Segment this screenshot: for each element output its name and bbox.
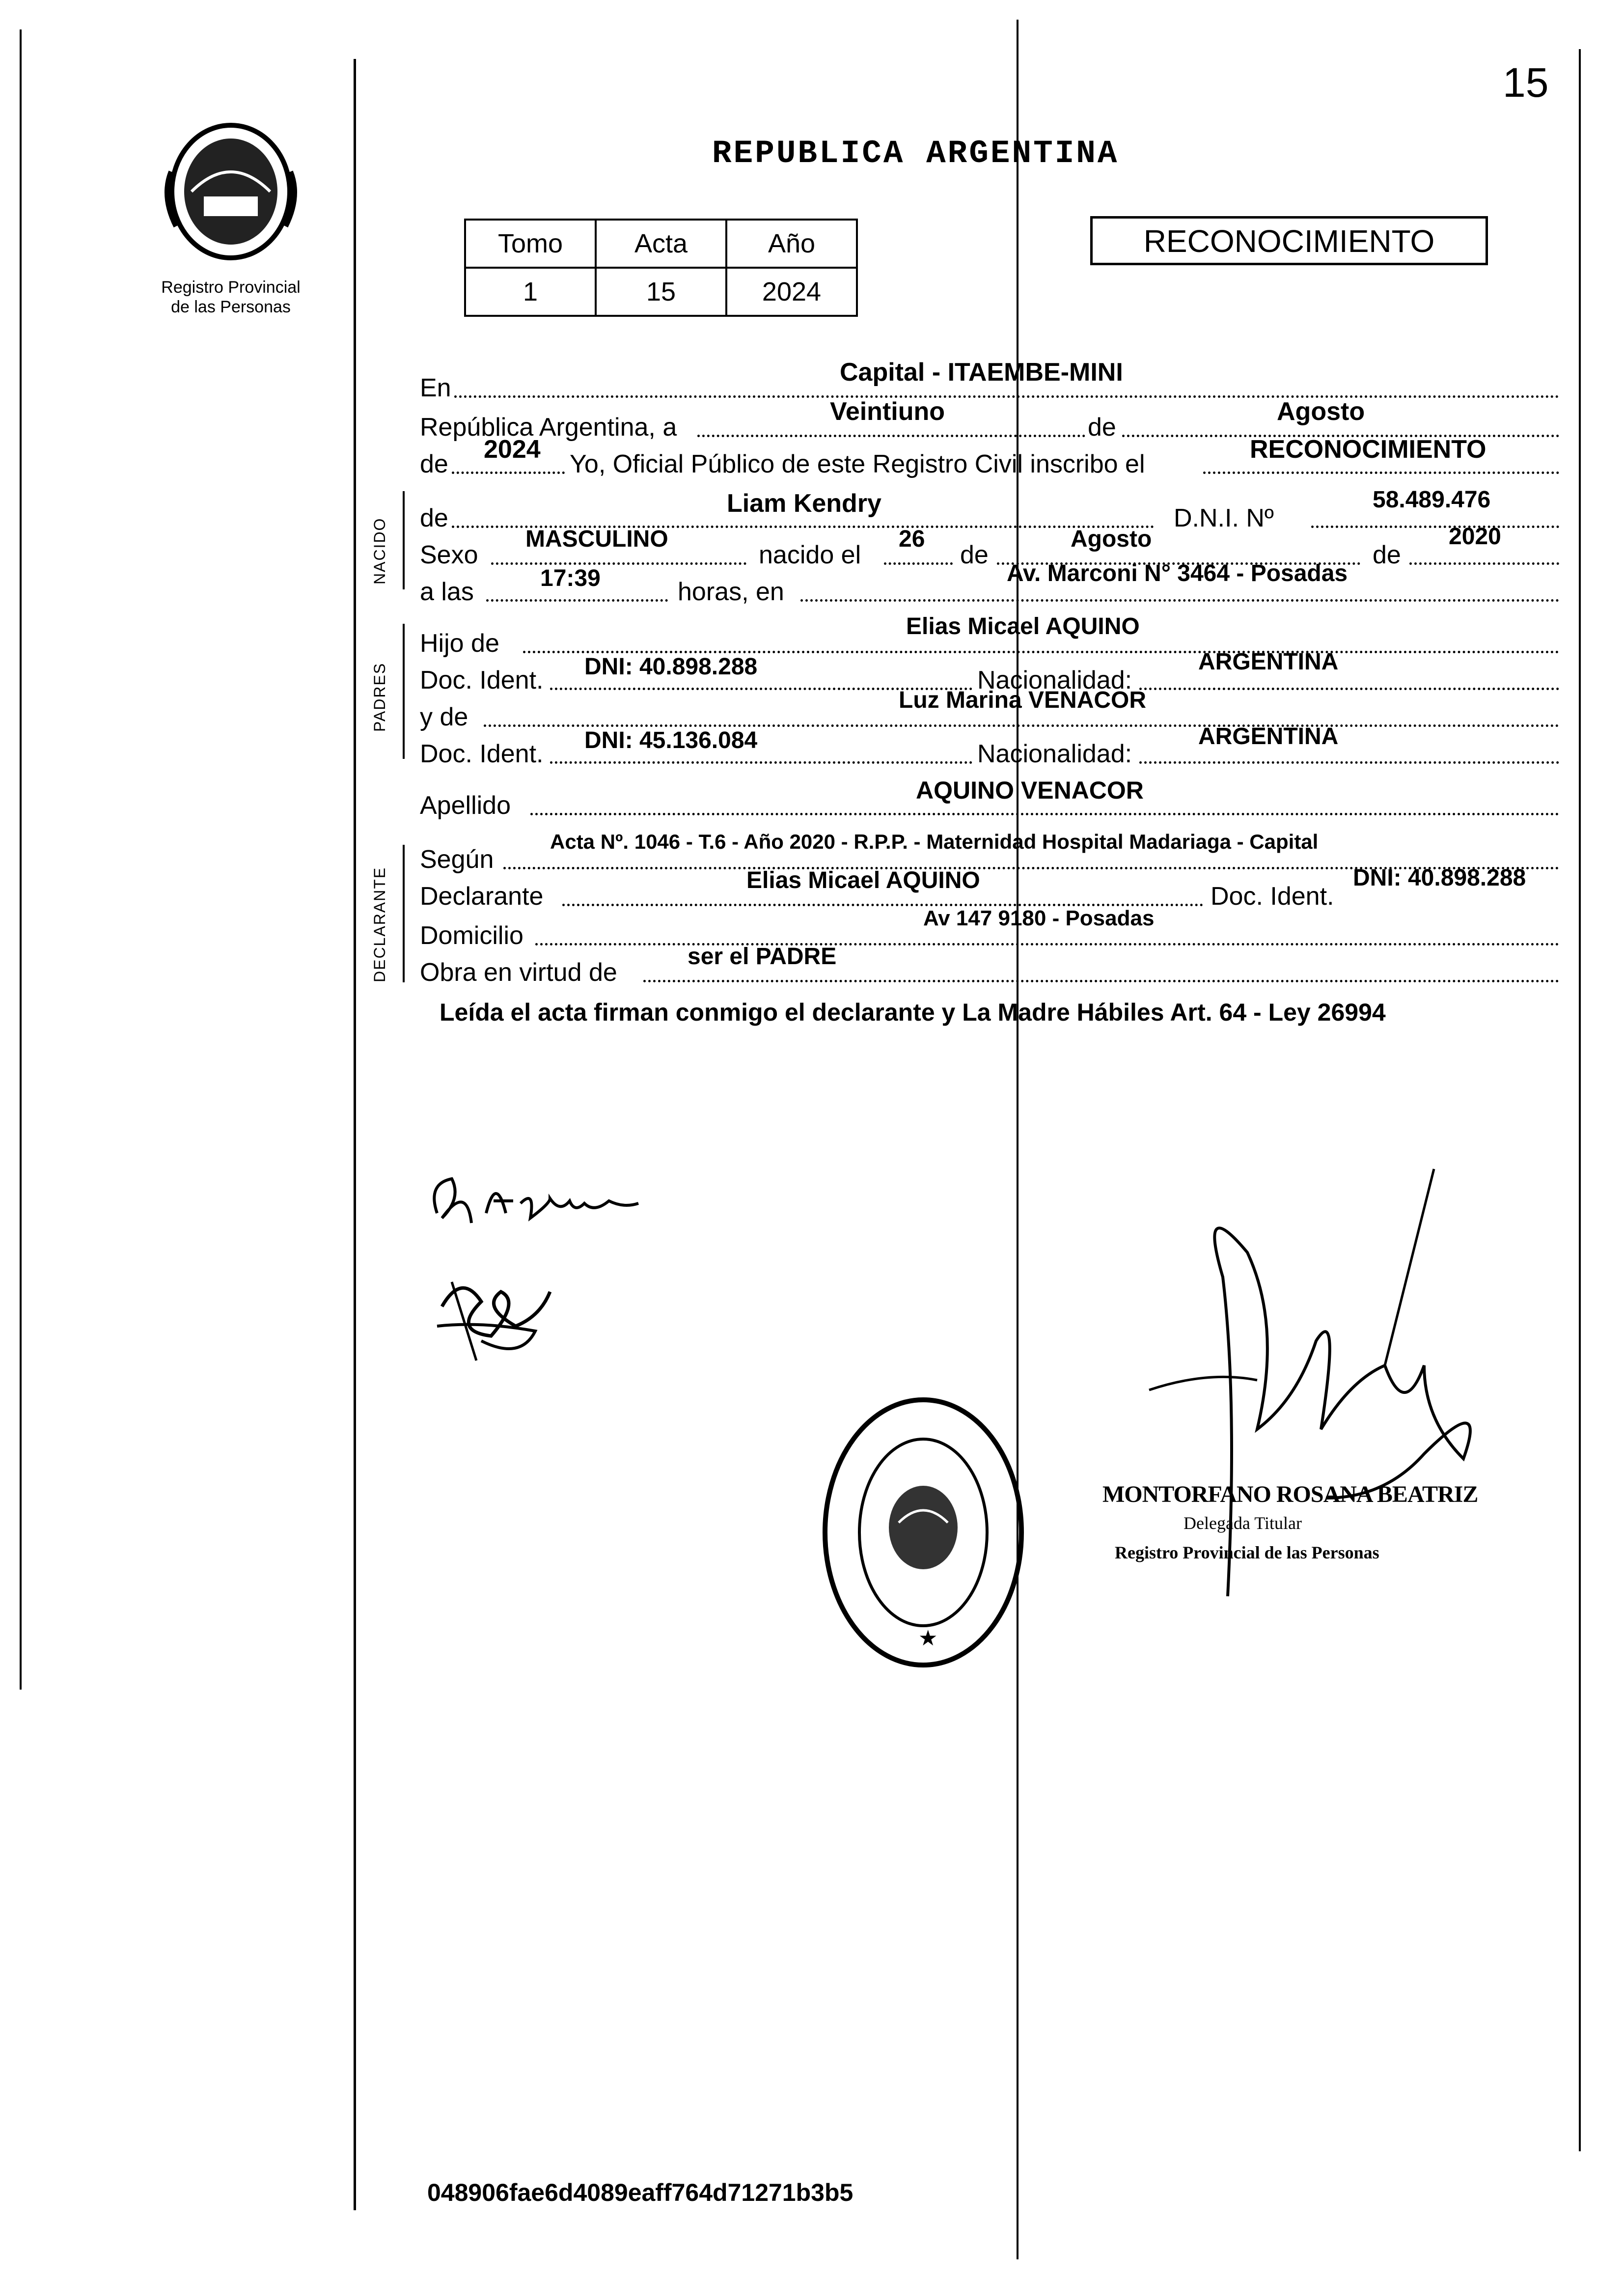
label-doc-declarante: Doc. Ident. bbox=[1211, 882, 1334, 911]
value-declarante-doc: DNI: 40.898.288 bbox=[1353, 865, 1526, 891]
value-mes: Agosto bbox=[1277, 397, 1365, 426]
page-number: 15 bbox=[1503, 59, 1549, 106]
value-nombre: Liam Kendry bbox=[727, 489, 881, 518]
official-name: MONTORFANO ROSANA BEATRIZ bbox=[1102, 1481, 1478, 1507]
label-en: En bbox=[420, 374, 451, 402]
label-nac-padre: Nacionalidad: bbox=[977, 666, 1132, 695]
fold-line bbox=[1017, 20, 1018, 2259]
value-lugar: Capital - ITAEMBE-MINI bbox=[840, 358, 1123, 387]
label-doc-madre: Doc. Ident. bbox=[420, 740, 544, 768]
document-hash: 048906fae6d4089eaff764d71271b3b5 bbox=[427, 2179, 853, 2206]
label-horas-en: horas, en bbox=[678, 578, 784, 606]
record-type-box: RECONOCIMIENTO bbox=[1090, 216, 1488, 265]
value-lugar-nac: Av. Marconi N° 3464 - Posadas bbox=[1007, 560, 1348, 586]
document-title: REPUBLICA ARGENTINA bbox=[712, 135, 1119, 172]
value-padre-nac: ARGENTINA bbox=[1198, 649, 1339, 675]
issuer-name: Registro Provincial de las Personas bbox=[161, 278, 301, 316]
value-padre-doc: DNI: 40.898.288 bbox=[584, 654, 758, 680]
official-title: Delegada Titular bbox=[1184, 1513, 1302, 1533]
label-doc-padre: Doc. Ident. bbox=[420, 666, 544, 695]
section-nacido: NACIDO bbox=[371, 517, 388, 584]
label-nacido-de: de bbox=[420, 504, 448, 532]
value-nac-mes: Agosto bbox=[1071, 526, 1152, 552]
provincial-seal bbox=[157, 118, 304, 265]
value-declarante: Elias Micael AQUINO bbox=[746, 867, 980, 893]
value-domicilio: Av 147 9180 - Posadas bbox=[923, 906, 1155, 930]
value-anio: 2024 bbox=[726, 268, 857, 316]
label-segun: Según bbox=[420, 845, 494, 874]
value-padre: Elias Micael AQUINO bbox=[906, 613, 1140, 639]
value-tomo: 1 bbox=[465, 268, 596, 316]
value-apellido: AQUINO VENACOR bbox=[916, 777, 1144, 804]
official-office: Registro Provincial de las Personas bbox=[1115, 1543, 1379, 1562]
right-margin-line bbox=[1579, 49, 1581, 2151]
section-padres: PADRES bbox=[371, 662, 388, 732]
label-de-nac-anio: de bbox=[1373, 541, 1401, 569]
label-yo: Yo, Oficial Público de este Registro Civil inscribo el bbox=[570, 450, 1145, 478]
left-margin-line bbox=[354, 59, 356, 2210]
value-obra: ser el PADRE bbox=[688, 944, 837, 970]
value-acta: 15 bbox=[596, 268, 726, 316]
value-acto: RECONOCIMIENTO bbox=[1250, 435, 1486, 464]
label-y-de: y de bbox=[420, 703, 468, 731]
value-madre-nac: ARGENTINA bbox=[1198, 723, 1339, 750]
label-de-nac: de bbox=[960, 541, 989, 569]
value-madre-doc: DNI: 45.136.084 bbox=[584, 727, 758, 753]
official-stamp bbox=[815, 1390, 1031, 1675]
label-a-las: a las bbox=[420, 578, 474, 606]
mother-signature bbox=[422, 1262, 570, 1370]
label-sexo: Sexo bbox=[420, 541, 478, 569]
value-dni: 58.489.476 bbox=[1373, 487, 1491, 513]
label-nacido-el: nacido el bbox=[759, 541, 861, 569]
value-segun: Acta Nº. 1046 - T.6 - Año 2020 - R.P.P. - Maternidad Hospital Madariaga - Capital bbox=[550, 830, 1319, 853]
label-de-anio: de bbox=[420, 450, 448, 478]
value-nac-anio: 2020 bbox=[1449, 524, 1501, 550]
declarant-signature bbox=[422, 1154, 668, 1243]
value-hora: 17:39 bbox=[540, 565, 601, 591]
official-signature bbox=[1110, 1154, 1503, 1645]
label-republica: República Argentina, a bbox=[420, 413, 677, 442]
header-acta: Acta bbox=[596, 220, 726, 268]
value-sexo: MASCULINO bbox=[525, 526, 668, 552]
section-declarante: DECLARANTE bbox=[371, 866, 388, 982]
label-hijo-de: Hijo de bbox=[420, 629, 499, 658]
label-obra: Obra en virtud de bbox=[420, 958, 617, 987]
svg-text:★: ★ bbox=[918, 1626, 938, 1651]
label-domicilio: Domicilio bbox=[420, 921, 523, 950]
left-edge-line bbox=[20, 29, 22, 1690]
closing-text: Leída el acta firman conmigo el declarante y La Madre Hábiles Art. 64 - Ley 26994 bbox=[440, 999, 1386, 1026]
label-apellido: Apellido bbox=[420, 791, 511, 820]
value-madre: Luz Marina VENACOR bbox=[899, 687, 1147, 713]
header-anio: Año bbox=[726, 220, 857, 268]
label-nac-madre: Nacionalidad: bbox=[977, 740, 1132, 768]
label-declarante: Declarante bbox=[420, 882, 544, 911]
label-de: de bbox=[1088, 413, 1116, 442]
value-nac-dia: 26 bbox=[899, 526, 925, 552]
label-dni: D.N.I. Nº bbox=[1174, 504, 1274, 532]
header-tomo: Tomo bbox=[465, 220, 596, 268]
value-anio: 2024 bbox=[484, 435, 541, 464]
value-dia: Veintiuno bbox=[830, 397, 945, 426]
record-table bbox=[464, 219, 858, 317]
